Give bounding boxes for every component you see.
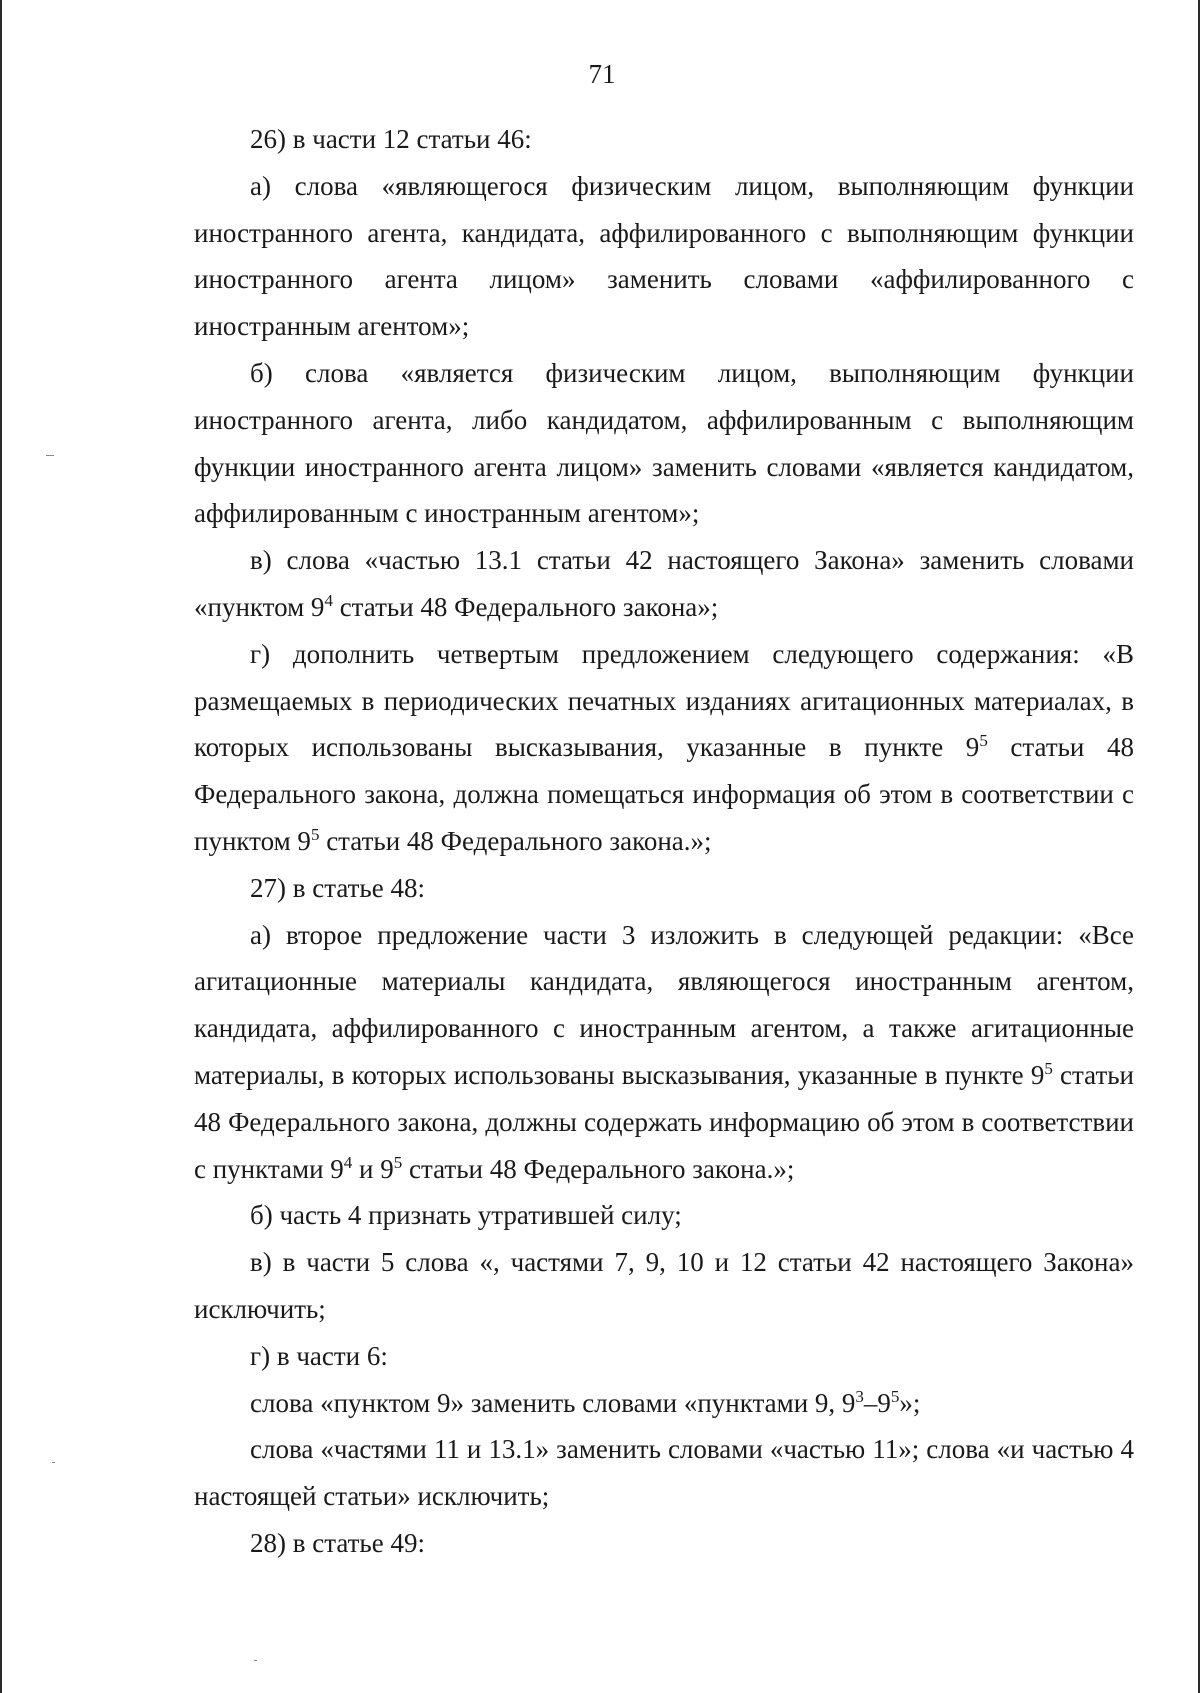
paragraph-subitem-a: [194, 912, 1134, 1193]
paragraph-text: –9: [863, 1387, 891, 1418]
paragraph-text: б) часть 4 признать утратившей силу;: [250, 1200, 682, 1231]
paragraph-text: и 9: [352, 1153, 394, 1184]
paragraph-text: слова «пунктом 9» заменить словами «пунктами 9, 9: [250, 1387, 856, 1418]
paragraph-text: слова «частями 11 и 13.1» заменить словами «частью 11»; слова «и частью 4 настоящей статьи» исключить;: [194, 1434, 1134, 1512]
paragraph-text: в) в части 5 слова «, частями 7, 9, 10 и 12 статьи 42 настоящего Закона» исключить;: [194, 1247, 1134, 1324]
superscript: 4: [324, 590, 333, 610]
paragraph-subitem-g: [194, 631, 1134, 865]
superscript: 5: [310, 824, 320, 844]
paragraph-text: а) второе предложение части 3 изложить в следующей редакции: «Все агитационные материалы кандидата, являющегося иностранным агентом, кандидата, аффилированного с иностранным агентом, а также агитационные материалы, в которых использованы высказывания, указанные в пункте 9: [194, 919, 1134, 1090]
paragraph-text: 26) в части 12 статьи 46:: [250, 124, 532, 154]
page-number: 71: [588, 59, 616, 89]
superscript: 3: [855, 1386, 864, 1406]
paragraph-amendment: [194, 1380, 1134, 1427]
scan-mark: [46, 455, 54, 456]
paragraph-text: г) в части 6:: [250, 1340, 388, 1371]
paragraph-text: статьи 48 Федерального закона.»;: [402, 1153, 795, 1184]
superscript: 5: [890, 1386, 900, 1406]
paragraph-text: статьи 48 Федерального закона»;: [332, 591, 719, 622]
paragraph-subitem-b: [194, 350, 1134, 537]
paragraph-text: в) слова «частью 13.1 статьи 42 настоящего Закона» заменить словами «пунктом 9: [194, 545, 1134, 622]
paragraph-text: а) слова «являющегося физическим лицом, выполняющим функции иностранного агента, кандидата, аффилированного с выполняющим функции иностранного агента лицом» заменить словами «аффилированного с иностранным агентом»;: [194, 170, 1134, 342]
superscript: 5: [393, 1152, 403, 1172]
superscript: 4: [343, 1152, 353, 1172]
scan-mark: [254, 1660, 257, 1661]
superscript: 5: [1044, 1058, 1053, 1078]
paragraph-item-26: [194, 116, 1134, 163]
paragraph-text: статьи 48 Федерального закона.»;: [319, 825, 712, 856]
paragraph-text: б) слова «является физическим лицом, выполняющим функции иностранного агента, либо кандидатом, аффилированным с выполняющим функции иностранного агента лицом» заменить словами «является кандидатом, аффилированным с иностранным агентом»;: [194, 357, 1134, 529]
paragraph-subitem-a: [194, 163, 1134, 350]
paragraph-item-28: [194, 1520, 1134, 1567]
paragraph-subitem-b: [194, 1192, 1134, 1239]
paragraph-subitem-v: [194, 537, 1134, 631]
paragraph-text: 28) в статье 49:: [250, 1527, 425, 1558]
paragraph-text: статьи 48 Федерального закона, должны содержать информацию об этом в соответствии с пунктами 9: [194, 1059, 1135, 1184]
paragraph-subitem-g: [194, 1333, 1134, 1380]
paragraph-text: 27) в статье 48:: [250, 872, 425, 903]
superscript: 5: [979, 731, 988, 751]
document-body: [194, 116, 1134, 1567]
paragraph-item-27: [194, 865, 1134, 912]
paragraph-amendment: [194, 1426, 1134, 1520]
scan-mark: [52, 1462, 55, 1463]
paragraph-text: г) дополнить четвертым предложением следующего содержания: «В размещаемых в периодических печатных изданиях агитационных материалах, в которых использованы высказывания, указанные в пункте 9: [194, 638, 1134, 763]
paragraph-text: »;: [899, 1387, 921, 1418]
paragraph-subitem-v: [194, 1239, 1134, 1333]
paragraph-text: статьи 48 Федерального закона, должна помещаться информация об этом в соответствии с пунктом 9: [194, 732, 1134, 856]
